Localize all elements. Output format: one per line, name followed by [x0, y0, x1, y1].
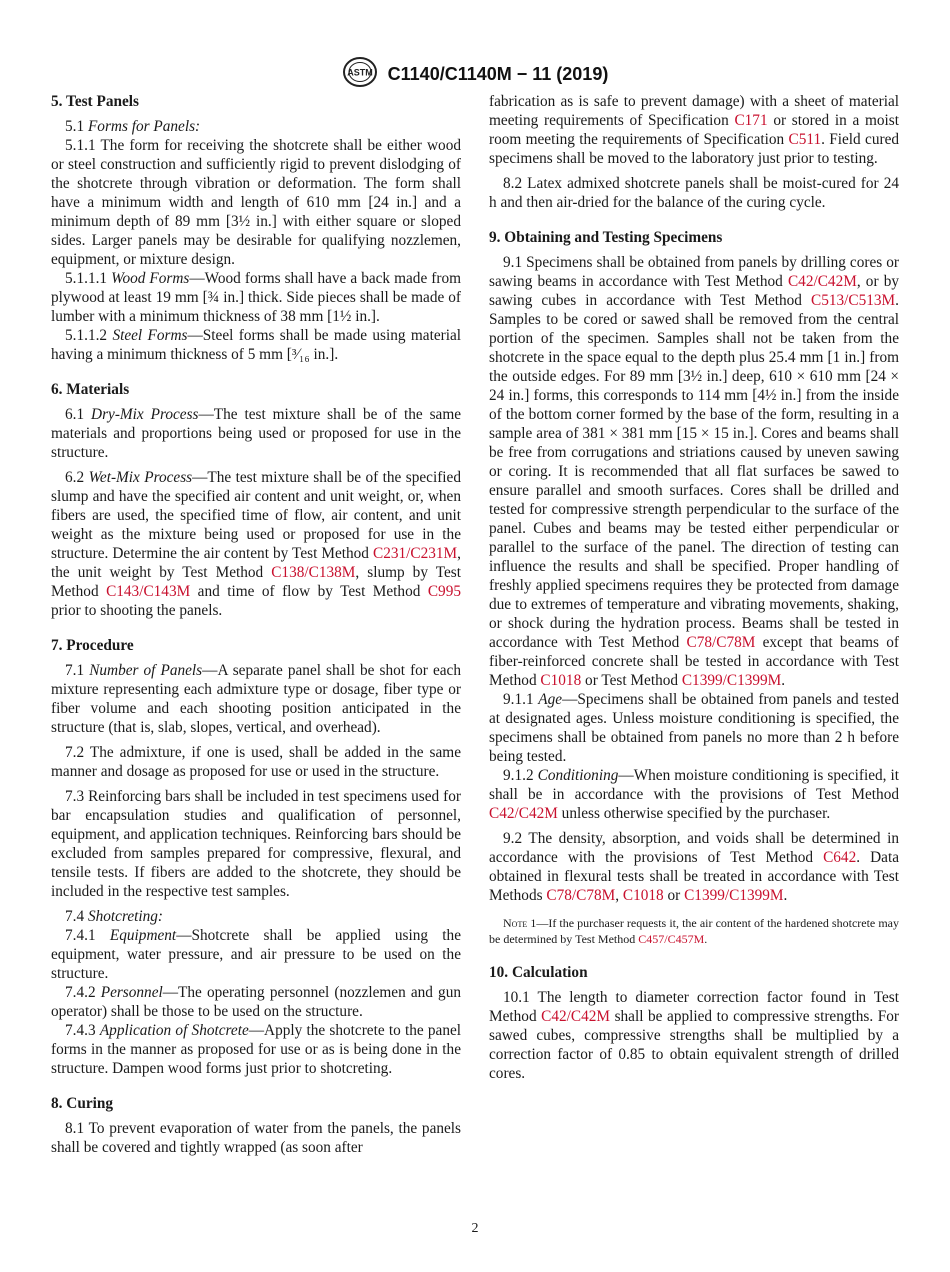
- ref-c995[interactable]: C995: [427, 583, 461, 600]
- paragraph-9-1-1: 9.1.1 Age—Specimens shall be obtained from panels and tested at designated ages. Unless moisture conditioning is specified, the specimens shall be obtained from panels no more than 2 h before being tested.: [489, 691, 899, 765]
- ref-c1399[interactable]: C1399/C1399M: [684, 887, 784, 904]
- right-column: [489, 92, 899, 1083]
- svg-text:ASTM: ASTM: [346, 67, 373, 78]
- paragraph-8-1: 8.1 To prevent evaporation of water from the panels, the panels shall be covered and tightly wrapped (as soon after: [51, 1120, 461, 1156]
- ref-c457[interactable]: C457/C457M: [638, 932, 705, 946]
- ref-c138[interactable]: C138/C138M: [271, 564, 356, 581]
- page-header: [0, 56, 950, 93]
- section-9-heading: 9. Obtaining and Testing Specimens: [489, 229, 723, 246]
- paragraph-9-1-2: 9.1.2 Conditioning—When moisture conditioning is specified, it shall be in accordance with the provisions of Test Method C42/C42M unless otherwise specified by the purchaser.: [489, 767, 899, 822]
- ref-c143[interactable]: C143/C143M: [106, 583, 191, 600]
- paragraph-6-1: 6.1 Dry-Mix Process—The test mixture shall be of the same materials and proportions being used or proposed for use in the structure.: [51, 406, 462, 461]
- ref-c78[interactable]: C78/C78M: [546, 887, 616, 904]
- paragraph-9-2: 9.2 The density, absorption, and voids shall be determined in accordance with the provisions of Test Method C642. Data obtained in flexural tests shall be treated in accordance with Test Methods C78/C78M, C1018 or C1399/C1399M.: [489, 830, 899, 904]
- ref-c642[interactable]: C642: [823, 849, 857, 866]
- paragraph-7-2: 7.2 The admixture, if one is used, shall be added in the same manner and dosage as proposed for use or used in the structure.: [51, 744, 461, 780]
- ref-c513[interactable]: C513/C513M: [811, 292, 896, 309]
- ref-c1018[interactable]: C1018: [622, 887, 664, 904]
- paragraph-5-1-1-2: 5.1.1.2 Steel Forms—Steel forms shall be made using material having a minimum thickness of 5 mm [³⁄₁₆ in.].: [51, 327, 461, 363]
- astm-logo-icon: [342, 56, 378, 93]
- paragraph-8-1-continued: fabrication as is safe to prevent damage) with a sheet of material meeting requirements of Specification C171 or stored in a moist room meeting the requirements of Specification C511. Field cured specimens shall be moved to the laboratory just prior to testing.: [489, 93, 900, 167]
- section-7-heading: 7. Procedure: [51, 637, 134, 654]
- left-column: [51, 92, 461, 1157]
- ref-c78[interactable]: C78/C78M: [686, 634, 756, 651]
- paragraph-8-2: 8.2 Latex admixed shotcrete panels shall be moist-cured for 24 h and then air-dried for the balance of the curing cycle.: [489, 175, 899, 211]
- note-1: Note 1—If the purchaser requests it, the air content of the hardened shotcrete may be determined by Test Method C457/C457M.: [489, 916, 900, 946]
- paragraph-6-2: 6.2 Wet-Mix Process—The test mixture shall be of the specified slump and have the specified air content and unit weight, or, when fibers are used, the specified time of flow, air content, and unit weight as the mixture being used or proposed for use in the structure. Determine the air content by Test Method C231/C231M, the unit weight by Test Method C138/C138M, slump by Test Method C143/C143M and time of flow by Test Method C995 prior to shooting the panels.: [51, 469, 461, 619]
- ref-c231[interactable]: C231/C231M: [373, 545, 458, 562]
- ref-c171[interactable]: C171: [734, 112, 768, 129]
- paragraph-7-4-3: 7.4.3 Application of Shotcrete—Apply the shotcrete to the panel forms in the manner as proposed for use or as is being done in the structure. Dampen wood forms just prior to shotcreting.: [51, 1022, 462, 1077]
- ref-c42[interactable]: C42/C42M: [541, 1008, 611, 1025]
- section-5-heading: 5. Test Panels: [51, 93, 139, 110]
- page-number: 2: [471, 1221, 479, 1236]
- paragraph-7-3: 7.3 Reinforcing bars shall be included in test specimens used for bar encapsulation studies and qualification of personnel, equipment, and application techniques. Reinforcing bars should be excluded from samples prepared for compressive, flexural, and tensile tests. If fibers are added to the shotcrete, they should be included in the respective test samples.: [51, 788, 461, 900]
- section-10-heading: 10. Calculation: [489, 964, 588, 981]
- section-8-heading: 8. Curing: [51, 1095, 114, 1112]
- section-6-heading: 6. Materials: [51, 381, 130, 398]
- ref-c42[interactable]: C42/C42M: [787, 273, 857, 290]
- paragraph-5-1-1: 5.1.1 The form for receiving the shotcrete shall be either wood or steel construction and sufficiently rigid to prevent dislodging of the shotcrete through vibration or deformation. The form shall have a minimum width and length of 610 mm [24 in.] and a minimum depth of 89 mm [3½ in.] with either square or sloped sides. Larger panels may be desirable for qualifying nozzlemen, equipment, or mixture design.: [51, 137, 461, 268]
- paragraph-10-1: 10.1 The length to diameter correction factor found in Test Method C42/C42M shall be applied to compressive strengths. For sawed cubes, compressive strengths shall be multiplied by a correction factor of 0.85 to obtain equivalent strength of drilled cores.: [489, 989, 899, 1082]
- paragraph-5-1: 5.1 Forms for Panels:: [65, 118, 201, 135]
- paragraph-7-1: 7.1 Number of Panels—A separate panel shall be shot for each mixture representing each admixture type or dosage, fiber type or fiber volume and each shooting position anticipated in the structure (that is, slab, slopes, vertical, and overhead).: [51, 662, 461, 736]
- ref-c511[interactable]: C511: [788, 131, 822, 148]
- paragraph-5-1-1-1: 5.1.1.1 Wood Forms—Wood forms shall have a back made from plywood at least 19 mm [¾ in.] thick. Side pieces shall be made of lumber with a minimum thickness of 38 mm [1½ in.].: [51, 270, 461, 325]
- document-designation: C1140/C1140M − 11 (2019): [387, 64, 609, 84]
- ref-c1399[interactable]: C1399/C1399M: [681, 672, 782, 689]
- paragraph-7-4-2: 7.4.2 Personnel—The operating personnel (nozzlemen and gun operator) shall be those to be used on the structure.: [51, 984, 461, 1020]
- paragraph-9-1: 9.1 Specimens shall be obtained from panels by drilling cores or sawing beams in accordance with Test Method C42/C42M, or by sawing cubes in accordance with Test Method C513/C513M. Samples to be cored or sawed shall be removed from the central portion of the specimen. Samples shall not be taken from the shotcrete in the space equal to the depth plus 25.4 mm [1 in.] from the outside edges. For 89 mm [3½ in.] deep, 610 × 610 mm [24 × 24 in.] forms, this corresponds to 114 mm [4½ in.] from the inside of the bottom corner formed by the base of the form, resulting in a sample area of 381 × 381 mm [15 × 15 in.]. Cores and beams shall be free from corrugations and striations caused by uneven sawing or coring. It is recommended that all flat surfaces be sawed to ensure parallel and smooth surfaces. Cores shall be drilled and tested for compressive strength perpendicular to the surface of the panel. Cubes and beams may be tested either perpendicular or parallel to the surface of the panel. The direction of testing can influence the results and shall be specified. Proper handling of freshly applied specimens requires they be protected from damage due to extremes of temperature and vibrating movements, shaking, or shock during the hydration process. Beams shall be tested in accordance with Test Method C78/C78M except that beams of fiber-reinforced concrete shall be tested in accordance with Test Method C1018 or Test Method C1399/C1399M.: [489, 254, 900, 689]
- ref-c42[interactable]: C42/C42M: [489, 805, 558, 822]
- paragraph-7-4-1: 7.4.1 Equipment—Shotcrete shall be applied using the equipment, water pressure, and air pressure to be used on the structure.: [51, 927, 461, 982]
- paragraph-7-4: 7.4 Shotcreting:: [65, 908, 164, 925]
- ref-c1018[interactable]: C1018: [540, 672, 582, 689]
